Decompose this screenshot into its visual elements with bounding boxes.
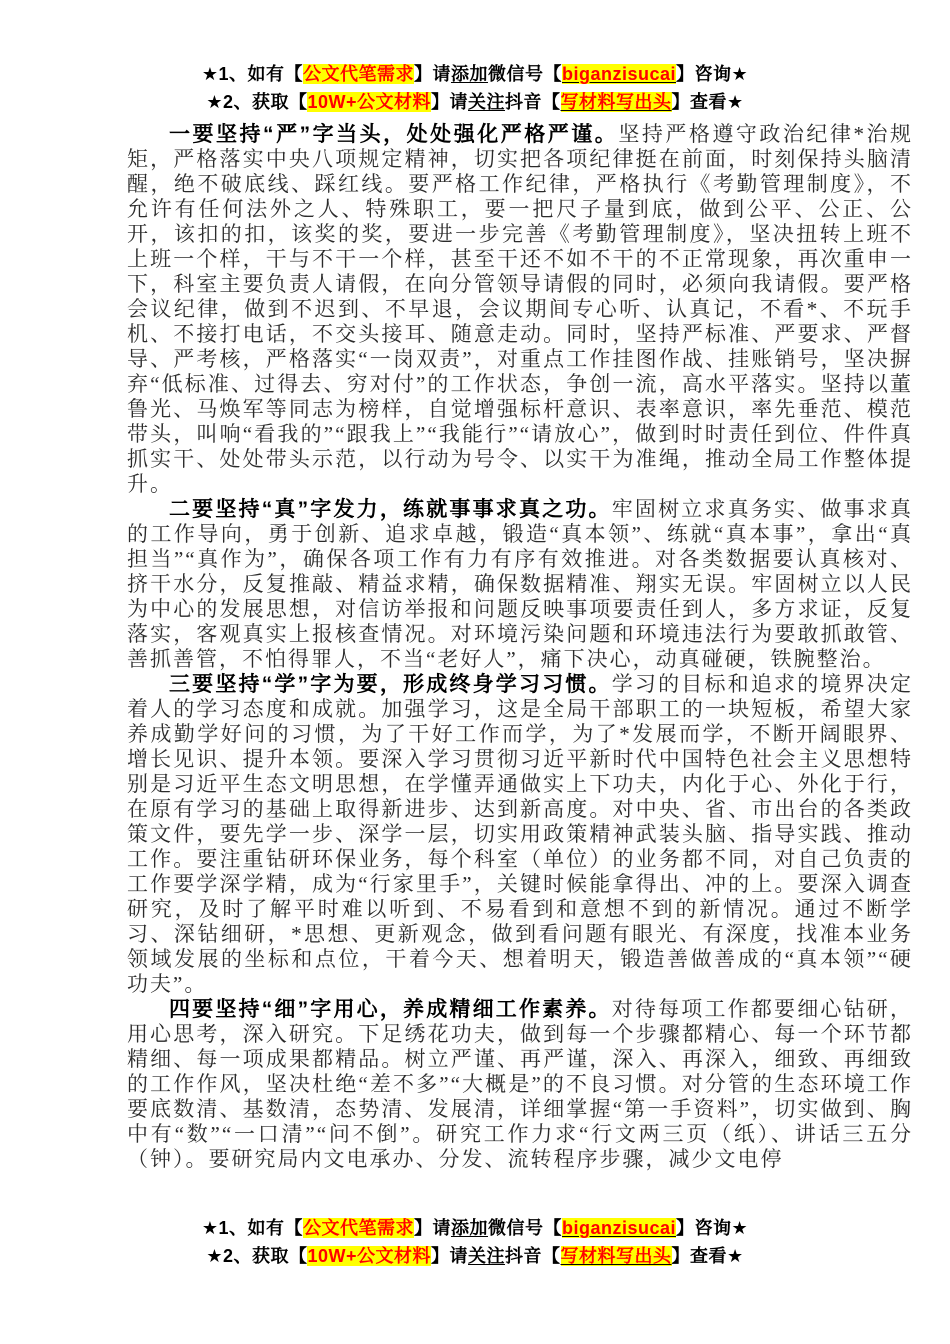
promo-footer <box>0 1214 950 1270</box>
promo-text: 】请 <box>413 1218 451 1238</box>
paragraph-body: 坚持严格遵守政治纪律*治规矩，严格落实中央八项规定精神，切实把各项纪律挺在前面，时刻保持头脑清醒，绝不破底线、踩红线。要严格工作纪律，严格执行《考勤管理制度》，不允许有任何法外之人、特殊职工，要一把尺子量到底，做到公平、公正、公开，该扣的扣，该奖的奖，要进一步完善《考勤管理制度》，坚决扭转上班不上班一个样，干与不干一个样，甚至干还不如不干的不正常现象，再次重申一下，科室主要负责人请假，在向分管领导请假的同时，必须向我请假。要严格会议纪律，做到不迟到、不早退，会议期间专心听、认真记，不看*、不玩手机、不接打电话，不交头接耳、随意走动。同时，坚持严标准、严要求、严督导、严考核，严格落实“一岗双责”，对重点工作挂图作战、挂账销号，坚决摒弃“低标准、过得去、穷对付”的工作状态，争创一流，高水平落实。坚持以董鲁光、马焕军等同志为榜样，自觉增强标杆意识、表率意识，率先垂范、模范带头，叫响“看我的”“跟我上”“我能行”“请放心”，做到时时责任到位、件件真抓实干、处处带头示范，以行动为号令、以实干为准绳，推动全局工作整体提升。 <box>127 122 913 496</box>
promo-highlight-text: 写材料写出头 <box>560 1246 672 1266</box>
promo-text: 】请 <box>431 1246 469 1266</box>
promo-text: 】咨询★ <box>676 1218 749 1238</box>
promo-text: 关注 <box>468 1246 506 1266</box>
paragraph-lead: 三要坚持“学”字为要，形成终身学习习惯。 <box>169 673 612 696</box>
promo-highlight-text: 公文代笔需求 <box>302 64 414 84</box>
paragraph-lead: 一要坚持“严”字当头，处处强化严格严谨。 <box>169 123 619 146</box>
promo-text: ★1、如有【 <box>201 1218 303 1238</box>
promo-header <box>0 0 950 116</box>
promo-text: 关注 <box>468 92 506 112</box>
promo-text: 添加 <box>450 1218 488 1238</box>
promo-highlight-text: 10W+公文材料 <box>307 1246 432 1266</box>
promo-text: 】请 <box>413 64 451 84</box>
paragraph <box>127 497 913 672</box>
paragraph-body: 牢固树立求真务实、做事求真的工作导向，勇于创新、追求卓越，锻造“真本领”、练就“真本事”，拿出“真担当”“真作为”，确保各项工作有力有序有效推进。对各类数据要认真核对、挤干水分，反复推敲、精益求精，确保数据精准、翔实无误。牢固树立以人民为中心的发展思想，对信访举报和问题反映事项要责任到人，多方求证，反复落实，客观真实上报核查情况。对环境污染问题和环境违法行为要敢抓敢管、善抓善管，不怕得罪人，不当“老好人”，痛下决心，动真碰硬，铁腕整治。 <box>127 497 913 671</box>
promo-text: ★2、获取【 <box>206 92 308 112</box>
promo-highlight-text: 10W+公文材料 <box>307 92 432 112</box>
promo-highlight-text: biganzisucai <box>561 64 677 84</box>
promo-text: 微信号【 <box>487 1218 562 1238</box>
promo-footer-line-2 <box>0 1242 950 1270</box>
promo-text: 微信号【 <box>487 64 562 84</box>
promo-text: 抖音【 <box>505 1246 561 1266</box>
promo-header-line-2 <box>0 88 950 116</box>
paragraph-body: 学习的目标和追求的境界决定着人的学习态度和成就。加强学习，这是全局干部职工的一块短板，希望大家养成勤学好问的习惯，为了干好工作而学，为了*发展而学，不断开阔眼界、增长见识、提升本领。要深入学习贯彻习近平新时代中国特色社会主义思想特别是习近平生态文明思想，在学懂弄通做实上下功夫，内化于心、外化于行，在原有学习的基础上取得新进步、达到新高度。对中央、省、市出台的各类政策文件，要先学一步、深学一层，切实用政策精神武装头脑、指导实践、推动工作。要注重钻研环保业务，每个科室（单位）的业务都不同，对自己负责的工作要学深学精，成为“行家里手”，关键时候能拿得出、冲的上。要深入调查研究，及时了解平时难以听到、不易看到和意想不到的新情况。通过不断学习、深钻细研，*思想、更新观念，做到看问题有眼光、有深度，找准本业务领域发展的坐标和点位，干着今天、想着明天，锻造善做善成的“真本领”“硬功夫”。 <box>127 672 913 996</box>
promo-highlight-text: 写材料写出头 <box>560 92 672 112</box>
promo-text: ★2、获取【 <box>206 1246 308 1266</box>
promo-header-line-1 <box>0 60 950 88</box>
promo-highlight-text: biganzisucai <box>561 1218 677 1238</box>
paragraph <box>127 997 913 1172</box>
paragraph-lead: 二要坚持“真”字发力，练就事事求真之功。 <box>169 498 612 521</box>
promo-text: 】咨询★ <box>676 64 749 84</box>
paragraph <box>127 672 913 997</box>
promo-text: 】查看★ <box>671 92 744 112</box>
promo-highlight-text: 公文代笔需求 <box>302 1218 414 1238</box>
promo-footer-line-1 <box>0 1214 950 1242</box>
promo-text: 】请 <box>431 92 469 112</box>
promo-text: 】查看★ <box>671 1246 744 1266</box>
promo-text: 抖音【 <box>505 92 561 112</box>
document-body <box>127 122 913 1172</box>
paragraph-lead: 四要坚持“细”字用心，养成精细工作素养。 <box>169 998 612 1021</box>
promo-text: 添加 <box>450 64 488 84</box>
promo-text: ★1、如有【 <box>201 64 303 84</box>
paragraph <box>127 122 913 497</box>
paragraph-body: 对待每项工作都要细心钻研，用心思考，深入研究。下足绣花功夫，做到每一个步骤都精心、每一个环节都精细、每一项成果都精品。树立严谨、再严谨，深入、再深入，细致、再细致的工作作风，坚决杜绝“差不多”“大概是”的不良习惯。对分管的生态环境工作要底数清、基数清，态势清、发展清，详细掌握“第一手资料”，切实做到、胸中有“数”“一口清”“问不倒”。研究工作力求“行文两三页（纸）、讲话三五分（钟）。要研究局内文电承办、分发、流转程序步骤，减少文电停 <box>127 997 913 1171</box>
